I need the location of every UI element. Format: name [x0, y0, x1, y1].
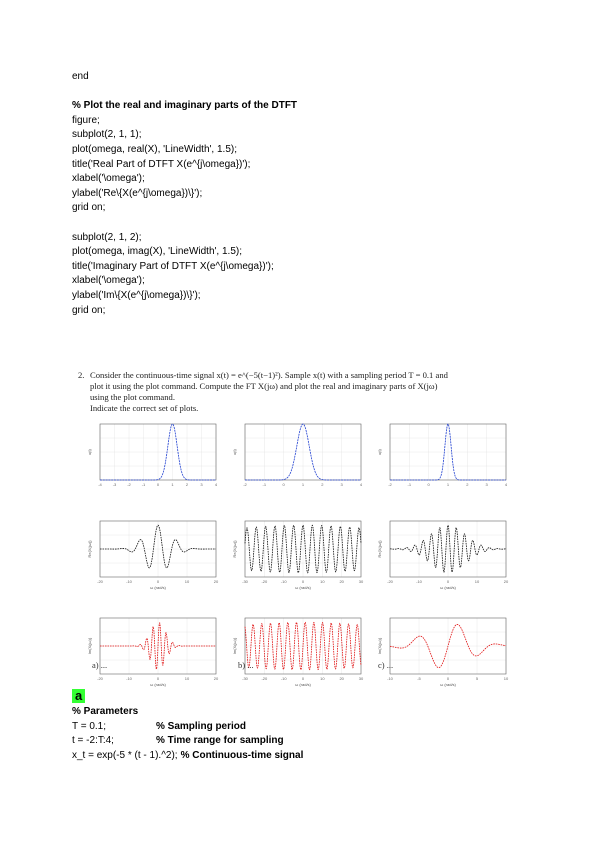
code-line — [72, 749, 303, 764]
code-line: subplot(2, 1, 1); — [72, 129, 142, 141]
question-line: Indicate the correct set of plots. — [90, 403, 199, 413]
x-tick-label: -10 — [416, 579, 422, 584]
x-tick-label: 0 — [446, 579, 450, 584]
x-tick-label: 0 — [156, 676, 160, 681]
x-tick-label: 4 — [504, 482, 508, 487]
x-tick-label: -2 — [127, 482, 131, 487]
x-tick-label: 4 — [359, 482, 363, 487]
x-tick-label: 5 — [475, 676, 479, 681]
plot-svg — [378, 420, 508, 500]
y-axis-label: x(t) — [232, 449, 237, 455]
x-tick-label: 10 — [184, 676, 190, 681]
option-c: c) ... — [378, 660, 394, 670]
plot-b-mid — [233, 517, 363, 597]
x-tick-label: 0 — [156, 482, 160, 487]
x-tick-label: 30 — [358, 579, 364, 584]
x-axis-label: ω (rad/s) — [150, 585, 166, 590]
x-tick-label: -10 — [280, 676, 287, 681]
x-tick-label: -3 — [112, 482, 117, 487]
code-block-top — [72, 70, 297, 318]
x-tick-label: 20 — [213, 579, 219, 584]
code-text: T = 0.1; — [72, 720, 107, 732]
x-tick-label: 20 — [213, 676, 219, 681]
code-line — [72, 720, 303, 735]
x-tick-label: 1 — [171, 482, 174, 487]
y-axis-label: x(t) — [377, 449, 382, 455]
y-axis-label: Im{X(jω)} — [377, 637, 382, 655]
x-tick-label: -2 — [388, 482, 392, 487]
x-tick-label: -5 — [417, 676, 421, 681]
x-tick-label: -30 — [242, 676, 248, 681]
x-tick-label: 20 — [339, 579, 344, 584]
code-text: x_t = exp(-5 * (t - 1).^2); — [72, 749, 178, 761]
plot-svg — [378, 517, 508, 597]
plot-svg — [378, 614, 508, 694]
code-line: ylabel('Im\{X(e^{j\omega})\}'); — [72, 289, 201, 301]
x-tick-label: 1 — [301, 482, 305, 487]
x-tick-label: 0 — [282, 482, 285, 487]
code-line: subplot(2, 1, 2); — [72, 231, 142, 243]
code-line: end — [72, 71, 89, 82]
plot-svg — [233, 517, 363, 597]
x-tick-label: 0 — [301, 579, 305, 584]
code-comment: % Time range for sampling — [156, 735, 284, 747]
code-line: xlabel('\omega'); — [72, 173, 145, 185]
x-tick-label: 10 — [320, 676, 325, 681]
x-tick-label: 2 — [466, 482, 469, 487]
option-b: b) ... — [238, 660, 254, 670]
x-tick-label: -20 — [97, 676, 103, 681]
x-axis-label: ω (rad/s) — [440, 585, 456, 590]
question-line: using the plot command. — [90, 392, 175, 402]
x-tick-label: 2 — [321, 482, 324, 487]
question-line: Consider the continuous-time signal x(t) = e^(−5(t−1)²). Sample x(t) with a sampling period T = 0.1 and — [90, 370, 448, 380]
plot-a-bot — [88, 614, 218, 694]
x-tick-label: 1 — [446, 482, 450, 487]
x-tick-label: 2 — [185, 482, 189, 487]
plot-b-bot — [233, 614, 363, 694]
x-axis-label: ω (rad/s) — [150, 682, 166, 687]
x-tick-label: 0 — [427, 482, 430, 487]
code-line: grid on; — [72, 202, 106, 214]
blank-line — [72, 85, 297, 100]
x-tick-label: 4 — [214, 482, 218, 487]
x-tick-label: 3 — [485, 482, 488, 487]
code-line: grid on; — [72, 304, 106, 316]
x-tick-label: -4 — [98, 482, 102, 487]
x-axis-label: ω (rad/s) — [440, 682, 456, 687]
code-line — [72, 734, 303, 749]
y-axis-label: Re{X(jω)} — [377, 540, 382, 558]
x-tick-label: -10 — [280, 579, 287, 584]
code-block-bottom — [72, 705, 303, 763]
code-line: title('Imaginary Part of DTFT X(e^{j\omega})'); — [72, 260, 274, 272]
y-axis-label: Im{X(jω)} — [232, 637, 237, 655]
plot-c-mid — [378, 517, 508, 597]
x-tick-label: 0 — [156, 579, 160, 584]
blank-line — [72, 216, 297, 231]
x-tick-label: -20 — [387, 579, 393, 584]
code-line: ylabel('Re\{X(e^{j\omega})\}'); — [72, 187, 203, 199]
plot-a-top — [88, 420, 218, 500]
code-line: title('Real Part of DTFT X(e^{j\omega})'); — [72, 158, 251, 170]
question-figure — [78, 370, 520, 687]
option-a: a) ... — [92, 660, 108, 670]
x-tick-label: 20 — [503, 579, 509, 584]
x-tick-label: -20 — [261, 676, 268, 681]
code-text: t = -2:T:4; — [72, 735, 114, 747]
question-number: 2. — [78, 370, 85, 380]
plot-svg — [233, 420, 363, 500]
plot-grid — [88, 420, 520, 710]
plot-c-top — [378, 420, 508, 500]
plot-a-mid — [88, 517, 218, 597]
answer-label: a — [72, 689, 85, 703]
code-line: plot(omega, real(X), 'LineWidth', 1.5); — [72, 143, 237, 155]
plot-svg — [88, 517, 218, 597]
code-line: plot(omega, imag(X), 'LineWidth', 1.5); — [72, 246, 242, 258]
x-tick-label: -20 — [97, 579, 103, 584]
x-tick-label: 3 — [200, 482, 203, 487]
x-tick-label: -1 — [262, 482, 267, 487]
question-line: plot it using the plot command. Compute the FT X(jω) and plot the real and imaginary parts of X(jω) — [90, 381, 438, 391]
x-tick-label: 3 — [340, 482, 343, 487]
code-text: % Parameters — [72, 706, 139, 717]
x-tick-label: -2 — [243, 482, 247, 487]
x-tick-label: 0 — [301, 676, 305, 681]
x-tick-label: 20 — [339, 676, 344, 681]
x-tick-label: -30 — [242, 579, 248, 584]
question-text — [78, 370, 520, 414]
code-line — [72, 705, 303, 720]
code-comment: % Sampling period — [156, 720, 247, 732]
y-axis-label: Re{X(jω)} — [232, 540, 237, 558]
x-tick-label: 10 — [474, 579, 480, 584]
x-tick-label: -20 — [261, 579, 268, 584]
x-tick-label: -1 — [141, 482, 146, 487]
x-tick-label: -1 — [407, 482, 412, 487]
code-comment: % Continuous-time signal — [180, 749, 304, 761]
plot-svg — [233, 614, 363, 694]
x-tick-label: -10 — [126, 579, 132, 584]
x-tick-label: -10 — [387, 676, 393, 681]
x-tick-label: -10 — [126, 676, 132, 681]
code-line: % Plot the real and imaginary parts of the DTFT — [72, 100, 298, 112]
plot-svg — [88, 420, 218, 500]
plot-c-bot — [378, 614, 508, 694]
plot-svg — [88, 614, 218, 694]
y-axis-label: x(t) — [87, 449, 92, 455]
x-axis-label: ω (rad/s) — [295, 682, 311, 687]
plot-b-top — [233, 420, 363, 500]
x-tick-label: 10 — [320, 579, 325, 584]
code-line: xlabel('\omega'); — [72, 275, 145, 287]
x-tick-label: 30 — [358, 676, 364, 681]
y-axis-label: Im{X(jω)} — [87, 637, 92, 655]
y-axis-label: Re{X(jω)} — [87, 540, 92, 558]
x-axis-label: ω (rad/s) — [295, 585, 311, 590]
x-tick-label: 10 — [184, 579, 190, 584]
x-tick-label: 10 — [503, 676, 509, 681]
x-tick-label: 0 — [446, 676, 450, 681]
code-line: figure; — [72, 114, 100, 126]
